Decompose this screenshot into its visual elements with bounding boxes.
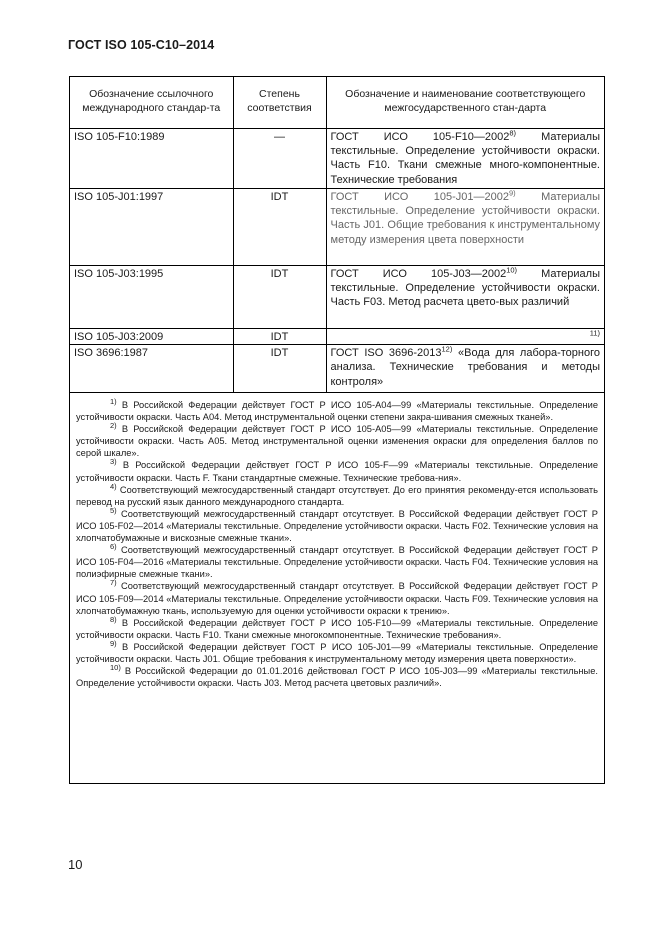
reference-cell: ISO 105-J03:1995	[70, 265, 233, 328]
reference-cell: ISO 3696:1987	[70, 344, 233, 392]
footnote-text: В Российской Федерации действует ГОСТ Р ИСО 105-А04—99 «Материалы текстильные. Определение устойчивости окраски. Часть А04. Метод инструментальной оценки степени закра-шивания смежных тканей».	[76, 400, 598, 423]
degree-cell: IDT	[233, 265, 326, 328]
gost-code: ГОСТ ИСО 105-J03—2002	[330, 267, 507, 280]
gost-title: Материалы текстильные. Определение устойчивости окраски. Часть F03. Метод расчета цвето-вых различий	[330, 267, 600, 309]
footnote-mark: 12)	[441, 344, 453, 354]
footnote	[76, 662, 598, 689]
footnote-text: В Российской Федерации действует ГОСТ Р ИСО 105-А05—99 «Материалы текстильные. Определение устойчивости окраски. Часть А05. Метод инструментальной оценки изменения окраски для определения баллов по серой шкале».	[76, 424, 598, 459]
degree-cell: IDT	[233, 188, 326, 265]
reference-cell: ISO 105-J01:1997	[70, 188, 233, 265]
footnote-number: 8)	[110, 614, 117, 624]
footnote-mark: 11)	[589, 328, 600, 337]
gost-code: ГОСТ ISO 3696-2013	[330, 346, 442, 359]
footnote-text: Соответствующий межгосударственный стандарт отсутствует. В Российской Федерации действует ГОСТ Р ИСО 105-F02—2014 «Материалы текстильные. Определение устойчивости окраски. Часть F02. Технические условия на хлопчатобумажные и вискозные смежные ткани».	[76, 508, 598, 544]
gost-cell	[326, 328, 604, 344]
footnote-number: 4)	[110, 481, 117, 491]
reference-cell: ISO 105-F10:1989	[70, 128, 233, 188]
document-header: ГОСТ ISO 105-С10–2014	[68, 38, 215, 52]
gost-code: ГОСТ ИСО 105-F10—2002	[330, 130, 510, 143]
column-header-gost: Обозначение и наименование соответствующего межгосударственного стан-дарта	[326, 77, 604, 128]
gost-code: ГОСТ ИСО 105-J01—2002	[330, 190, 509, 203]
table-row	[70, 128, 604, 188]
footnotes-block	[76, 396, 598, 689]
footnote-mark: 8)	[509, 128, 517, 137]
footnote-mark: 9)	[508, 188, 516, 197]
footnote-number: 3)	[110, 457, 117, 467]
footnote	[76, 614, 598, 641]
reference-cell: ISO 105-J03:2009	[70, 328, 233, 344]
footnote	[76, 423, 598, 459]
references-table	[70, 77, 604, 393]
column-header-degree: Степень соответствия	[233, 77, 326, 128]
table-row	[70, 188, 604, 265]
footnote-text: Соответствующий межгосударственный стандарт отсутствует. В Российской Федерации действует ГОСТ Р ИСО 105-F09—2014 «Материалы текстильные. Определение устойчивости окраски. Часть F09. Технические условия на хлопчатобумажную ткань, используемую для оценки устойчивости окраски к трению».	[76, 581, 598, 616]
footnote	[76, 505, 598, 544]
footnote-text: Соответствующий межгосударственный стандарт отсутствует. До его принятия рекоменду-ется использовать перевод на русский язык данного международного стандарта.	[76, 484, 598, 507]
footnote-number: 6)	[110, 542, 117, 552]
footnote	[76, 459, 598, 483]
gost-title: Материалы текстильные. Определение устойчивости окраски. Часть F10. Ткани смежные много-компонентные. Технические требования	[330, 130, 600, 186]
footnote-text: В Российской Федерации действует ГОСТ Р ИСО 105-F—99 «Материалы текстильные. Определение устойчивости окраски. Часть F. Ткани стандартные смежные. Технические требова-ния».	[76, 460, 598, 483]
footnote-text: Соответствующий межгосударственный стандарт отсутствует. В Российской Федерации действует ГОСТ Р ИСО 105-F04—2016 «Материалы текстильные. Определение устойчивости окраски. Часть F04. Технические условия на полиэфирные смежные ткани».	[76, 545, 598, 580]
footnote-number: 10)	[110, 662, 121, 672]
footnote	[76, 638, 598, 665]
table-row	[70, 265, 604, 328]
degree-cell: IDT	[233, 344, 326, 392]
footnote	[76, 580, 598, 616]
footnote-text: В Российской Федерации действует ГОСТ Р ИСО 105-F10—99 «Материалы текстильные. Определение устойчивости окраски. Часть F10. Ткани смежные многокомпонентные. Технические требования».	[76, 617, 598, 640]
gost-cell	[326, 188, 604, 265]
footnote	[76, 544, 598, 580]
footnote-mark: 10)	[506, 265, 518, 274]
gost-title: «Вода для лабора-торного анализа. Технические требования и методы контроля»	[330, 346, 600, 388]
table-row	[70, 344, 604, 392]
table-header-row	[70, 77, 604, 128]
table-row	[70, 328, 604, 344]
footnote-text: В Российской Федерации действует ГОСТ Р ИСО 105-J01—99 «Материалы текстильные. Определение устойчивости окраски. Часть J01. Общие требования к инструментальному методу измерения цвета поверхности».	[76, 641, 598, 664]
degree-cell: IDT	[233, 328, 326, 344]
column-header-reference: Обозначение ссылочного международного стандар-та	[70, 77, 233, 128]
footnote	[76, 481, 598, 508]
footnote-text: В Российской Федерации до 01.01.2016 действовал ГОСТ Р ИСО 105-J03—99 «Материалы текстильные. Определение устойчивости окраски. Часть J03. Метод расчета цветовых различий».	[76, 666, 598, 689]
gost-cell	[326, 265, 604, 328]
degree-cell: —	[233, 128, 326, 188]
standards-table-frame	[69, 76, 605, 784]
footnote-number: 7)	[110, 578, 117, 588]
gost-cell	[326, 344, 604, 392]
footnote	[76, 396, 598, 423]
gost-cell	[326, 128, 604, 188]
gost-title: Материалы текстильные. Определение устойчивости окраски. Часть J01. Общие требования к инструментальному методу измерения цвета поверхности	[330, 190, 600, 246]
footnote-number: 1)	[110, 396, 117, 406]
footnote-number: 2)	[110, 421, 117, 431]
footnote-number: 9)	[110, 638, 117, 648]
page-number: 10	[68, 857, 83, 872]
footnote-number: 5)	[110, 505, 117, 515]
